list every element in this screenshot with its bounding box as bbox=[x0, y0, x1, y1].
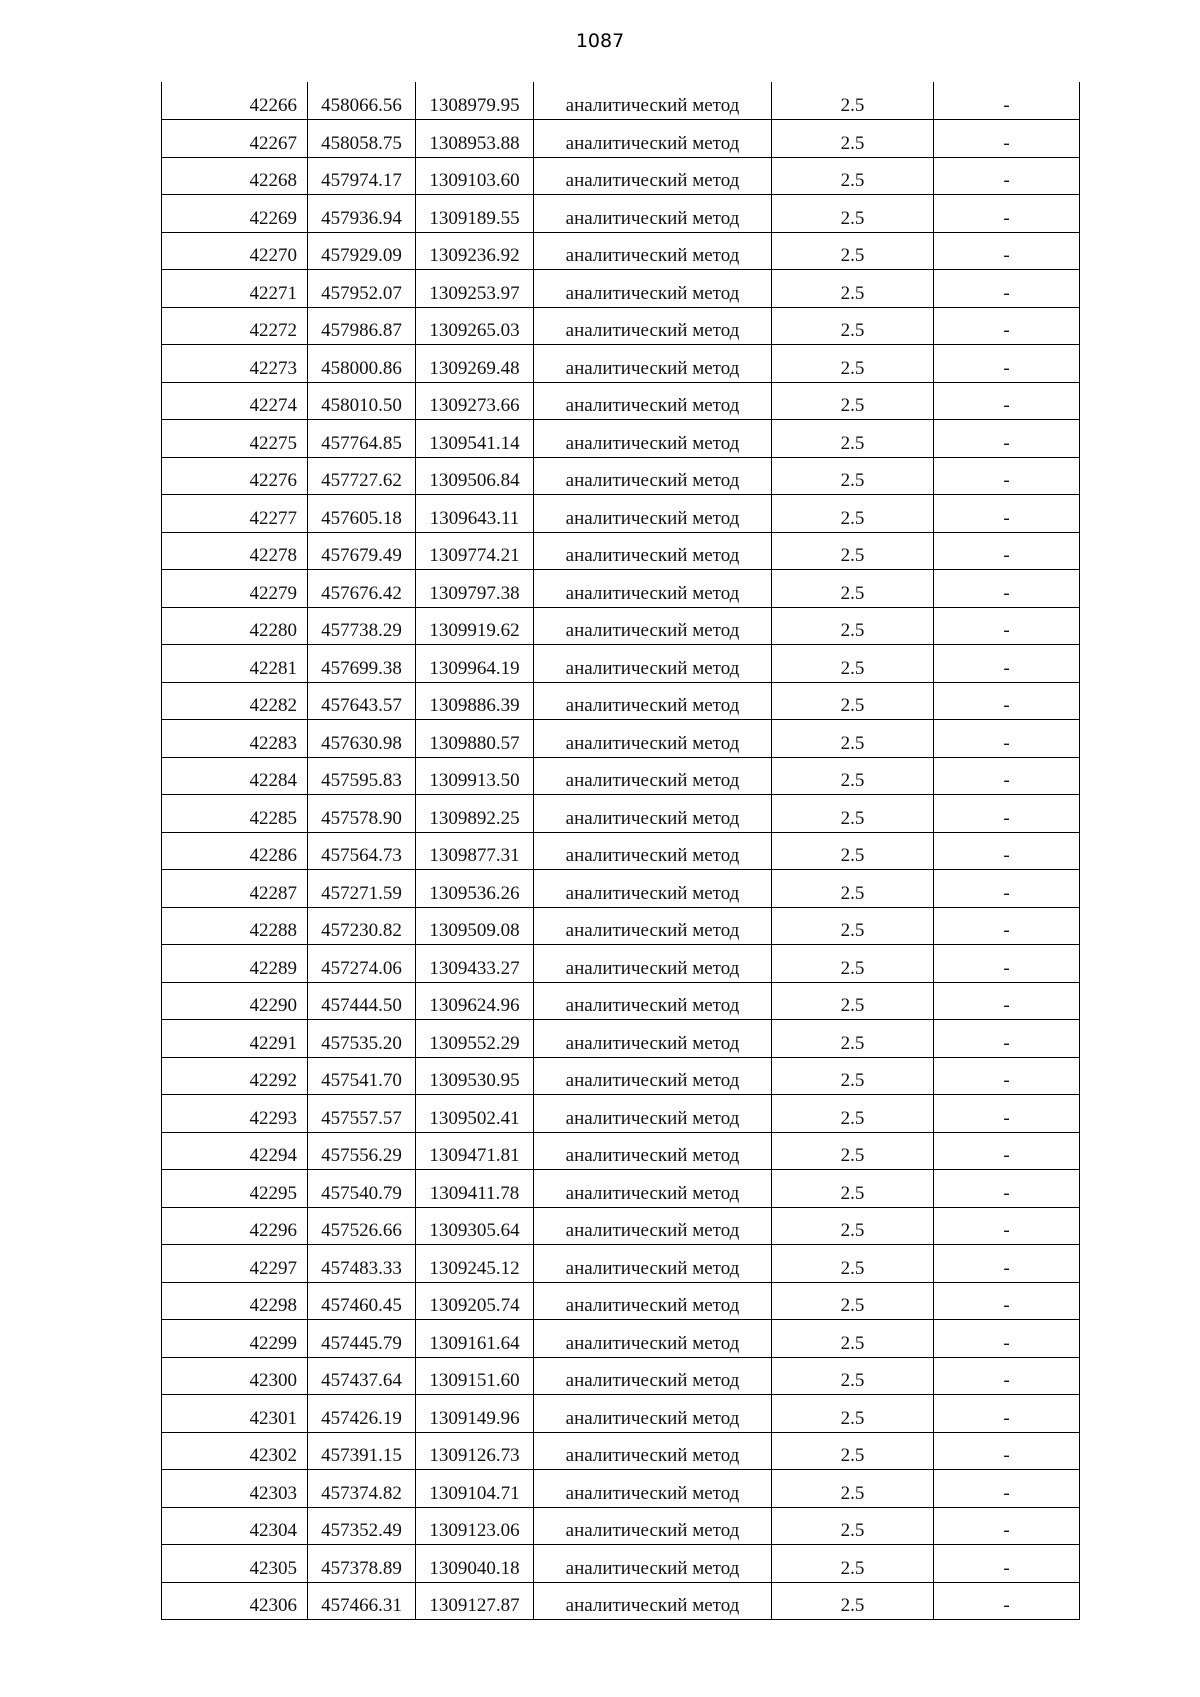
x-coordinate-cell: 457564.73 bbox=[308, 832, 416, 870]
x-coordinate-cell: 457483.33 bbox=[308, 1245, 416, 1283]
x-coordinate-cell: 457952.07 bbox=[308, 270, 416, 308]
method-cell: аналитический метод bbox=[534, 345, 772, 383]
note-cell: - bbox=[934, 570, 1080, 608]
note-cell: - bbox=[934, 1545, 1080, 1583]
x-coordinate-cell: 457727.62 bbox=[308, 457, 416, 495]
note-cell: - bbox=[934, 532, 1080, 570]
note-cell: - bbox=[934, 757, 1080, 795]
point-number-cell: 42277 bbox=[162, 495, 308, 533]
note-cell: - bbox=[934, 945, 1080, 983]
x-coordinate-cell: 457557.57 bbox=[308, 1095, 416, 1133]
accuracy-cell: 2.5 bbox=[772, 1507, 934, 1545]
x-coordinate-cell: 457595.83 bbox=[308, 757, 416, 795]
note-cell: - bbox=[934, 870, 1080, 908]
point-number-cell: 42304 bbox=[162, 1507, 308, 1545]
table-row bbox=[162, 832, 1080, 870]
note-cell: - bbox=[934, 120, 1080, 158]
y-coordinate-cell: 1309541.14 bbox=[416, 420, 534, 458]
y-coordinate-cell: 1309433.27 bbox=[416, 945, 534, 983]
method-cell: аналитический метод bbox=[534, 982, 772, 1020]
y-coordinate-cell: 1309502.41 bbox=[416, 1095, 534, 1133]
table-row bbox=[162, 1320, 1080, 1358]
table-row bbox=[162, 345, 1080, 383]
note-cell: - bbox=[934, 1507, 1080, 1545]
table-row bbox=[162, 120, 1080, 158]
accuracy-cell: 2.5 bbox=[772, 1395, 934, 1433]
accuracy-cell: 2.5 bbox=[772, 232, 934, 270]
table-row bbox=[162, 570, 1080, 608]
accuracy-cell: 2.5 bbox=[772, 1582, 934, 1620]
y-coordinate-cell: 1309892.25 bbox=[416, 795, 534, 833]
table-row bbox=[162, 870, 1080, 908]
table-row bbox=[162, 1470, 1080, 1508]
accuracy-cell: 2.5 bbox=[772, 720, 934, 758]
accuracy-cell: 2.5 bbox=[772, 1357, 934, 1395]
y-coordinate-cell: 1309624.96 bbox=[416, 982, 534, 1020]
accuracy-cell: 2.5 bbox=[772, 270, 934, 308]
method-cell: аналитический метод bbox=[534, 1020, 772, 1058]
table-row bbox=[162, 907, 1080, 945]
note-cell: - bbox=[934, 1170, 1080, 1208]
x-coordinate-cell: 457699.38 bbox=[308, 645, 416, 683]
x-coordinate-cell: 457936.94 bbox=[308, 195, 416, 233]
table-row bbox=[162, 82, 1080, 120]
note-cell: - bbox=[934, 682, 1080, 720]
x-coordinate-cell: 457676.42 bbox=[308, 570, 416, 608]
method-cell: аналитический метод bbox=[534, 307, 772, 345]
point-number-cell: 42305 bbox=[162, 1545, 308, 1583]
y-coordinate-cell: 1309471.81 bbox=[416, 1132, 534, 1170]
point-number-cell: 42298 bbox=[162, 1282, 308, 1320]
table-row bbox=[162, 532, 1080, 570]
note-cell: - bbox=[934, 795, 1080, 833]
method-cell: аналитический метод bbox=[534, 1282, 772, 1320]
y-coordinate-cell: 1309506.84 bbox=[416, 457, 534, 495]
point-number-cell: 42267 bbox=[162, 120, 308, 158]
note-cell: - bbox=[934, 1395, 1080, 1433]
method-cell: аналитический метод bbox=[534, 757, 772, 795]
point-number-cell: 42292 bbox=[162, 1057, 308, 1095]
table-row bbox=[162, 420, 1080, 458]
x-coordinate-cell: 458058.75 bbox=[308, 120, 416, 158]
note-cell: - bbox=[934, 907, 1080, 945]
note-cell: - bbox=[934, 720, 1080, 758]
note-cell: - bbox=[934, 345, 1080, 383]
y-coordinate-cell: 1309040.18 bbox=[416, 1545, 534, 1583]
x-coordinate-cell: 457445.79 bbox=[308, 1320, 416, 1358]
accuracy-cell: 2.5 bbox=[772, 82, 934, 120]
y-coordinate-cell: 1309273.66 bbox=[416, 382, 534, 420]
table-row bbox=[162, 757, 1080, 795]
method-cell: аналитический метод bbox=[534, 795, 772, 833]
point-number-cell: 42300 bbox=[162, 1357, 308, 1395]
y-coordinate-cell: 1309253.97 bbox=[416, 270, 534, 308]
accuracy-cell: 2.5 bbox=[772, 832, 934, 870]
table-row bbox=[162, 1282, 1080, 1320]
note-cell: - bbox=[934, 270, 1080, 308]
table-row bbox=[162, 157, 1080, 195]
table-row bbox=[162, 195, 1080, 233]
note-cell: - bbox=[934, 1320, 1080, 1358]
table-row bbox=[162, 307, 1080, 345]
y-coordinate-cell: 1309964.19 bbox=[416, 645, 534, 683]
table-row bbox=[162, 607, 1080, 645]
point-number-cell: 42301 bbox=[162, 1395, 308, 1433]
y-coordinate-cell: 1309877.31 bbox=[416, 832, 534, 870]
point-number-cell: 42282 bbox=[162, 682, 308, 720]
method-cell: аналитический метод bbox=[534, 157, 772, 195]
point-number-cell: 42290 bbox=[162, 982, 308, 1020]
method-cell: аналитический метод bbox=[534, 907, 772, 945]
note-cell: - bbox=[934, 832, 1080, 870]
method-cell: аналитический метод bbox=[534, 420, 772, 458]
x-coordinate-cell: 457679.49 bbox=[308, 532, 416, 570]
table-row bbox=[162, 982, 1080, 1020]
x-coordinate-cell: 457391.15 bbox=[308, 1432, 416, 1470]
method-cell: аналитический метод bbox=[534, 1357, 772, 1395]
method-cell: аналитический метод bbox=[534, 1507, 772, 1545]
point-number-cell: 42294 bbox=[162, 1132, 308, 1170]
point-number-cell: 42284 bbox=[162, 757, 308, 795]
point-number-cell: 42273 bbox=[162, 345, 308, 383]
accuracy-cell: 2.5 bbox=[772, 1470, 934, 1508]
accuracy-cell: 2.5 bbox=[772, 157, 934, 195]
x-coordinate-cell: 457526.66 bbox=[308, 1207, 416, 1245]
accuracy-cell: 2.5 bbox=[772, 120, 934, 158]
point-number-cell: 42289 bbox=[162, 945, 308, 983]
method-cell: аналитический метод bbox=[534, 457, 772, 495]
point-number-cell: 42270 bbox=[162, 232, 308, 270]
accuracy-cell: 2.5 bbox=[772, 1320, 934, 1358]
note-cell: - bbox=[934, 982, 1080, 1020]
method-cell: аналитический метод bbox=[534, 682, 772, 720]
method-cell: аналитический метод bbox=[534, 1395, 772, 1433]
x-coordinate-cell: 457541.70 bbox=[308, 1057, 416, 1095]
method-cell: аналитический метод bbox=[534, 232, 772, 270]
y-coordinate-cell: 1309919.62 bbox=[416, 607, 534, 645]
accuracy-cell: 2.5 bbox=[772, 870, 934, 908]
y-coordinate-cell: 1309913.50 bbox=[416, 757, 534, 795]
x-coordinate-cell: 457460.45 bbox=[308, 1282, 416, 1320]
note-cell: - bbox=[934, 1432, 1080, 1470]
y-coordinate-cell: 1309236.92 bbox=[416, 232, 534, 270]
y-coordinate-cell: 1309189.55 bbox=[416, 195, 534, 233]
point-number-cell: 42268 bbox=[162, 157, 308, 195]
point-number-cell: 42303 bbox=[162, 1470, 308, 1508]
point-number-cell: 42295 bbox=[162, 1170, 308, 1208]
note-cell: - bbox=[934, 457, 1080, 495]
y-coordinate-cell: 1309411.78 bbox=[416, 1170, 534, 1208]
method-cell: аналитический метод bbox=[534, 945, 772, 983]
point-number-cell: 42276 bbox=[162, 457, 308, 495]
table-row bbox=[162, 1207, 1080, 1245]
x-coordinate-cell: 457274.06 bbox=[308, 945, 416, 983]
x-coordinate-cell: 457556.29 bbox=[308, 1132, 416, 1170]
method-cell: аналитический метод bbox=[534, 832, 772, 870]
x-coordinate-cell: 457643.57 bbox=[308, 682, 416, 720]
accuracy-cell: 2.5 bbox=[772, 1207, 934, 1245]
method-cell: аналитический метод bbox=[534, 120, 772, 158]
x-coordinate-cell: 457974.17 bbox=[308, 157, 416, 195]
table-row bbox=[162, 495, 1080, 533]
point-number-cell: 42299 bbox=[162, 1320, 308, 1358]
point-number-cell: 42278 bbox=[162, 532, 308, 570]
note-cell: - bbox=[934, 495, 1080, 533]
method-cell: аналитический метод bbox=[534, 1320, 772, 1358]
x-coordinate-cell: 457630.98 bbox=[308, 720, 416, 758]
y-coordinate-cell: 1309205.74 bbox=[416, 1282, 534, 1320]
point-number-cell: 42285 bbox=[162, 795, 308, 833]
method-cell: аналитический метод bbox=[534, 382, 772, 420]
note-cell: - bbox=[934, 1132, 1080, 1170]
y-coordinate-cell: 1309797.38 bbox=[416, 570, 534, 608]
x-coordinate-cell: 457764.85 bbox=[308, 420, 416, 458]
table-row bbox=[162, 1395, 1080, 1433]
table-row bbox=[162, 1545, 1080, 1583]
y-coordinate-cell: 1309265.03 bbox=[416, 307, 534, 345]
accuracy-cell: 2.5 bbox=[772, 645, 934, 683]
point-number-cell: 42296 bbox=[162, 1207, 308, 1245]
y-coordinate-cell: 1309643.11 bbox=[416, 495, 534, 533]
y-coordinate-cell: 1309886.39 bbox=[416, 682, 534, 720]
note-cell: - bbox=[934, 1582, 1080, 1620]
y-coordinate-cell: 1309509.08 bbox=[416, 907, 534, 945]
y-coordinate-cell: 1309536.26 bbox=[416, 870, 534, 908]
y-coordinate-cell: 1308979.95 bbox=[416, 82, 534, 120]
accuracy-cell: 2.5 bbox=[772, 1095, 934, 1133]
method-cell: аналитический метод bbox=[534, 645, 772, 683]
method-cell: аналитический метод bbox=[534, 195, 772, 233]
table-row bbox=[162, 1132, 1080, 1170]
table-row bbox=[162, 720, 1080, 758]
table-row bbox=[162, 270, 1080, 308]
note-cell: - bbox=[934, 1207, 1080, 1245]
x-coordinate-cell: 458010.50 bbox=[308, 382, 416, 420]
y-coordinate-cell: 1308953.88 bbox=[416, 120, 534, 158]
y-coordinate-cell: 1309530.95 bbox=[416, 1057, 534, 1095]
accuracy-cell: 2.5 bbox=[772, 345, 934, 383]
x-coordinate-cell: 457738.29 bbox=[308, 607, 416, 645]
x-coordinate-cell: 457540.79 bbox=[308, 1170, 416, 1208]
accuracy-cell: 2.5 bbox=[772, 1020, 934, 1058]
x-coordinate-cell: 457378.89 bbox=[308, 1545, 416, 1583]
accuracy-cell: 2.5 bbox=[772, 570, 934, 608]
accuracy-cell: 2.5 bbox=[772, 532, 934, 570]
method-cell: аналитический метод bbox=[534, 1207, 772, 1245]
y-coordinate-cell: 1309774.21 bbox=[416, 532, 534, 570]
x-coordinate-cell: 457929.09 bbox=[308, 232, 416, 270]
method-cell: аналитический метод bbox=[534, 1095, 772, 1133]
note-cell: - bbox=[934, 1282, 1080, 1320]
y-coordinate-cell: 1309126.73 bbox=[416, 1432, 534, 1470]
note-cell: - bbox=[934, 1020, 1080, 1058]
point-number-cell: 42280 bbox=[162, 607, 308, 645]
coordinates-table-body bbox=[162, 82, 1080, 1620]
y-coordinate-cell: 1309880.57 bbox=[416, 720, 534, 758]
table-row bbox=[162, 1057, 1080, 1095]
method-cell: аналитический метод bbox=[534, 270, 772, 308]
page-number: 1087 bbox=[575, 30, 625, 52]
x-coordinate-cell: 458066.56 bbox=[308, 82, 416, 120]
point-number-cell: 42286 bbox=[162, 832, 308, 870]
accuracy-cell: 2.5 bbox=[772, 982, 934, 1020]
method-cell: аналитический метод bbox=[534, 1470, 772, 1508]
note-cell: - bbox=[934, 420, 1080, 458]
table-row bbox=[162, 1432, 1080, 1470]
point-number-cell: 42275 bbox=[162, 420, 308, 458]
note-cell: - bbox=[934, 607, 1080, 645]
accuracy-cell: 2.5 bbox=[772, 945, 934, 983]
table-row bbox=[162, 1507, 1080, 1545]
method-cell: аналитический метод bbox=[534, 532, 772, 570]
method-cell: аналитический метод bbox=[534, 570, 772, 608]
point-number-cell: 42297 bbox=[162, 1245, 308, 1283]
point-number-cell: 42288 bbox=[162, 907, 308, 945]
y-coordinate-cell: 1309104.71 bbox=[416, 1470, 534, 1508]
accuracy-cell: 2.5 bbox=[772, 1132, 934, 1170]
x-coordinate-cell: 457444.50 bbox=[308, 982, 416, 1020]
accuracy-cell: 2.5 bbox=[772, 457, 934, 495]
x-coordinate-cell: 457374.82 bbox=[308, 1470, 416, 1508]
x-coordinate-cell: 457535.20 bbox=[308, 1020, 416, 1058]
method-cell: аналитический метод bbox=[534, 1245, 772, 1283]
table-row bbox=[162, 382, 1080, 420]
point-number-cell: 42291 bbox=[162, 1020, 308, 1058]
x-coordinate-cell: 457271.59 bbox=[308, 870, 416, 908]
x-coordinate-cell: 457437.64 bbox=[308, 1357, 416, 1395]
method-cell: аналитический метод bbox=[534, 1132, 772, 1170]
y-coordinate-cell: 1309305.64 bbox=[416, 1207, 534, 1245]
point-number-cell: 42271 bbox=[162, 270, 308, 308]
x-coordinate-cell: 457578.90 bbox=[308, 795, 416, 833]
accuracy-cell: 2.5 bbox=[772, 1432, 934, 1470]
y-coordinate-cell: 1309245.12 bbox=[416, 1245, 534, 1283]
x-coordinate-cell: 457986.87 bbox=[308, 307, 416, 345]
accuracy-cell: 2.5 bbox=[772, 1282, 934, 1320]
table-row bbox=[162, 1095, 1080, 1133]
point-number-cell: 42269 bbox=[162, 195, 308, 233]
note-cell: - bbox=[934, 1095, 1080, 1133]
table-row bbox=[162, 457, 1080, 495]
method-cell: аналитический метод bbox=[534, 82, 772, 120]
accuracy-cell: 2.5 bbox=[772, 1057, 934, 1095]
note-cell: - bbox=[934, 195, 1080, 233]
point-number-cell: 42302 bbox=[162, 1432, 308, 1470]
table-row bbox=[162, 1357, 1080, 1395]
accuracy-cell: 2.5 bbox=[772, 382, 934, 420]
y-coordinate-cell: 1309123.06 bbox=[416, 1507, 534, 1545]
method-cell: аналитический метод bbox=[534, 720, 772, 758]
note-cell: - bbox=[934, 1357, 1080, 1395]
table-row bbox=[162, 232, 1080, 270]
x-coordinate-cell: 457466.31 bbox=[308, 1582, 416, 1620]
point-number-cell: 42306 bbox=[162, 1582, 308, 1620]
y-coordinate-cell: 1309149.96 bbox=[416, 1395, 534, 1433]
note-cell: - bbox=[934, 382, 1080, 420]
table-row bbox=[162, 795, 1080, 833]
accuracy-cell: 2.5 bbox=[772, 195, 934, 233]
y-coordinate-cell: 1309151.60 bbox=[416, 1357, 534, 1395]
note-cell: - bbox=[934, 157, 1080, 195]
note-cell: - bbox=[934, 307, 1080, 345]
table-row bbox=[162, 1245, 1080, 1283]
accuracy-cell: 2.5 bbox=[772, 420, 934, 458]
table-row bbox=[162, 645, 1080, 683]
point-number-cell: 42279 bbox=[162, 570, 308, 608]
x-coordinate-cell: 457605.18 bbox=[308, 495, 416, 533]
accuracy-cell: 2.5 bbox=[772, 1170, 934, 1208]
accuracy-cell: 2.5 bbox=[772, 1245, 934, 1283]
y-coordinate-cell: 1309127.87 bbox=[416, 1582, 534, 1620]
point-number-cell: 42274 bbox=[162, 382, 308, 420]
accuracy-cell: 2.5 bbox=[772, 795, 934, 833]
accuracy-cell: 2.5 bbox=[772, 307, 934, 345]
point-number-cell: 42272 bbox=[162, 307, 308, 345]
point-number-cell: 42283 bbox=[162, 720, 308, 758]
point-number-cell: 42266 bbox=[162, 82, 308, 120]
table-row bbox=[162, 1170, 1080, 1208]
method-cell: аналитический метод bbox=[534, 607, 772, 645]
x-coordinate-cell: 458000.86 bbox=[308, 345, 416, 383]
method-cell: аналитический метод bbox=[534, 1432, 772, 1470]
note-cell: - bbox=[934, 1057, 1080, 1095]
coordinates-table bbox=[161, 82, 1080, 1620]
accuracy-cell: 2.5 bbox=[772, 495, 934, 533]
method-cell: аналитический метод bbox=[534, 1582, 772, 1620]
x-coordinate-cell: 457352.49 bbox=[308, 1507, 416, 1545]
note-cell: - bbox=[934, 232, 1080, 270]
accuracy-cell: 2.5 bbox=[772, 907, 934, 945]
y-coordinate-cell: 1309269.48 bbox=[416, 345, 534, 383]
table-row bbox=[162, 1020, 1080, 1058]
method-cell: аналитический метод bbox=[534, 870, 772, 908]
table-row bbox=[162, 682, 1080, 720]
point-number-cell: 42287 bbox=[162, 870, 308, 908]
method-cell: аналитический метод bbox=[534, 495, 772, 533]
note-cell: - bbox=[934, 1470, 1080, 1508]
point-number-cell: 42293 bbox=[162, 1095, 308, 1133]
x-coordinate-cell: 457426.19 bbox=[308, 1395, 416, 1433]
table-row bbox=[162, 945, 1080, 983]
x-coordinate-cell: 457230.82 bbox=[308, 907, 416, 945]
accuracy-cell: 2.5 bbox=[772, 1545, 934, 1583]
y-coordinate-cell: 1309552.29 bbox=[416, 1020, 534, 1058]
method-cell: аналитический метод bbox=[534, 1170, 772, 1208]
note-cell: - bbox=[934, 1245, 1080, 1283]
method-cell: аналитический метод bbox=[534, 1545, 772, 1583]
y-coordinate-cell: 1309161.64 bbox=[416, 1320, 534, 1358]
accuracy-cell: 2.5 bbox=[772, 607, 934, 645]
note-cell: - bbox=[934, 645, 1080, 683]
point-number-cell: 42281 bbox=[162, 645, 308, 683]
y-coordinate-cell: 1309103.60 bbox=[416, 157, 534, 195]
accuracy-cell: 2.5 bbox=[772, 682, 934, 720]
method-cell: аналитический метод bbox=[534, 1057, 772, 1095]
note-cell: - bbox=[934, 82, 1080, 120]
table-row bbox=[162, 1582, 1080, 1620]
accuracy-cell: 2.5 bbox=[772, 757, 934, 795]
